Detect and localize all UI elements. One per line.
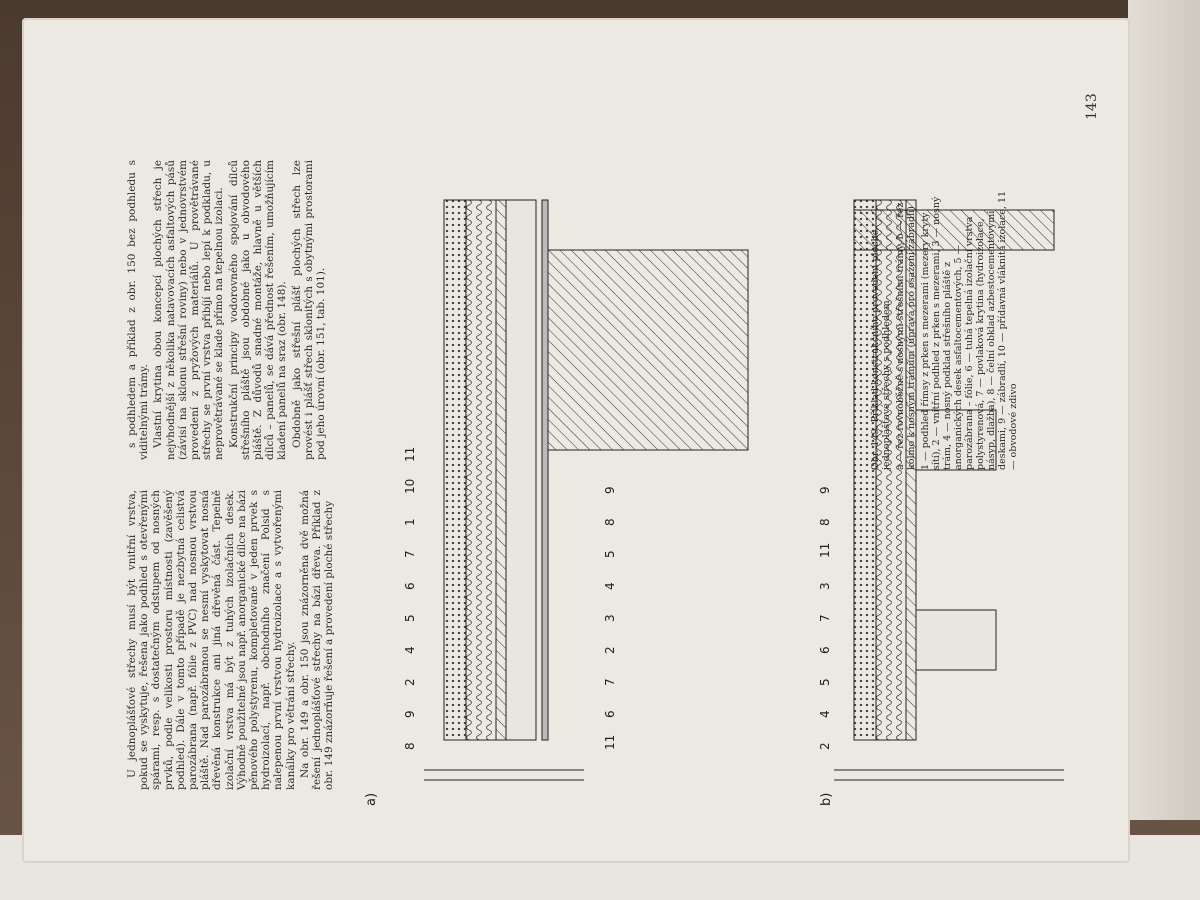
- page-edge: [1128, 0, 1200, 820]
- callout-number: 11: [818, 542, 832, 558]
- callout-number: 8: [818, 518, 832, 526]
- page-number: 143: [1084, 93, 1100, 120]
- text-column-left: [126, 490, 337, 790]
- figure-a-label: a): [364, 792, 379, 806]
- callout-number: 2: [403, 678, 417, 686]
- callout-number: 8: [603, 518, 617, 526]
- caption-line: 1 — podhled římsy z prken s mezerami (mezery kryty sítí), 2 — vnitřní podhled z prken s mezerami, 3 — nosný trám, 4 — nosný podklad střešního pláště z anorganických desek asfaltocementových, 5 — parozábrana – fólie, 6 — tuhá tepelná izolační vrstva polystyrenová, 7 — povlaková krytina (hydroizolace, násyp, dlažba), 8 — čelní obklad azbestocementovými deskami, 9 — zábradlí, 10 — přídavná vláknitá izolace, 11 — obvodové zdivo: [920, 190, 1019, 470]
- text-column-right: [126, 160, 329, 460]
- callout-number: 6: [403, 582, 417, 590]
- callout-number: 11: [403, 446, 417, 462]
- callout-number: 9: [818, 486, 832, 494]
- figure-b-label: b): [819, 792, 834, 806]
- callout-number: 2: [818, 742, 832, 750]
- callout-number: 3: [603, 614, 617, 622]
- caption-line: a — řez rovnoběžně s nosnými střešními trámy, b — řez kolmo k nosným trámům (úprava pro osazení zábradlí): [895, 202, 917, 470]
- figure-caption-rotated: [870, 190, 1019, 470]
- callout-number: 7: [818, 614, 832, 622]
- paragraph: Konstrukční principy vodorovného spojování dílců střešního pláště jsou obdobné jako u obvodového pláště. Z důvodů snadné montáže, hlavně u větších dílců – panelů, se dává přednost řešením, umožňujícím kladení panelů na sraz (obr. 148).: [227, 160, 289, 460]
- caption-title: Obr. 149. Příklad konstrukčního provedení ploché jednoplášťové střechy s podhledem: [870, 229, 892, 470]
- callout-number: 1: [403, 518, 417, 526]
- paragraph: Vlastní krytina obou koncepcí plochých střech je nejvhodnější z několika natavovacích asfaltových pásů (závisí na sklonu střešní roviny) nebo v jednovrstvém provedení z pryžových materiálů. U provětrávané střechy se první vrstva přibíjí nebo lepí k podkladu, u neprovětrávané se klade přímo na tepelnou izolaci.: [152, 160, 226, 460]
- callout-number: 11: [603, 734, 617, 750]
- paragraph: Obdobně jako střešní plášť plochých střech lze provést i plášť střech sklonitých s obytnými prostorami pod jeho úrovní (obr. 151, tab. 101).: [290, 160, 328, 460]
- callout-number: 5: [403, 614, 417, 622]
- callout-number: 7: [603, 678, 617, 686]
- callout-number: 8: [403, 742, 417, 750]
- callout-number: 7: [403, 550, 417, 558]
- callout-number: 10: [403, 478, 417, 494]
- paragraph: U jednoplášťové střechy musí být vnitřní vrstva, pokud se vyskytuje, řešena jako podhled s otevřenými spárami, resp. s dostatečným odstupem od nosných prvků, podle velikosti prostoru místnosti (zavěšený podhled). Dále v tomto případě je nezbytná celistvá parozábrana (např. fólie z PVC) nad nosnou vrstvou pláště. Nad parozábranou se nesmí vyskytovat nosná dřevěná konstrukce ani jiná dřevěná část. Tepelně izolační vrstva má být z tuhých izolačních desek. Výhodně použitelné jsou např. anorganické dílce na bázi pěnového polystyrenu, kompletované v jeden prvek s hydroizolací, např. obchodního značení Polsid s nalepenou první vrstvou hydroizolace a s vytvořenými kanálky pro větrání střechy.: [126, 490, 297, 790]
- callout-number: 6: [603, 710, 617, 718]
- callout-number: 4: [403, 646, 417, 654]
- callout-number: 9: [603, 486, 617, 494]
- callout-number: 2: [603, 646, 617, 654]
- callout-number: 9: [403, 710, 417, 718]
- callout-number: 4: [603, 582, 617, 590]
- callout-number: 3: [818, 582, 832, 590]
- callout-number: 4: [818, 710, 832, 718]
- paragraph: s podhledem a příklad z obr. 150 bez podhledu s viditelnými trámy.: [126, 160, 151, 460]
- callout-number: 6: [818, 646, 832, 654]
- section-a: [424, 200, 748, 780]
- callout-number: 5: [603, 550, 617, 558]
- callout-number: 5: [818, 678, 832, 686]
- paragraph: Na obr. 149 a obr. 150 jsou znázorněna dvě možná řešení jednoplášťové střechy na bázi dřeva. Příklad z obr. 149 znázorňuje řešení a provedení ploché střechy: [298, 490, 336, 790]
